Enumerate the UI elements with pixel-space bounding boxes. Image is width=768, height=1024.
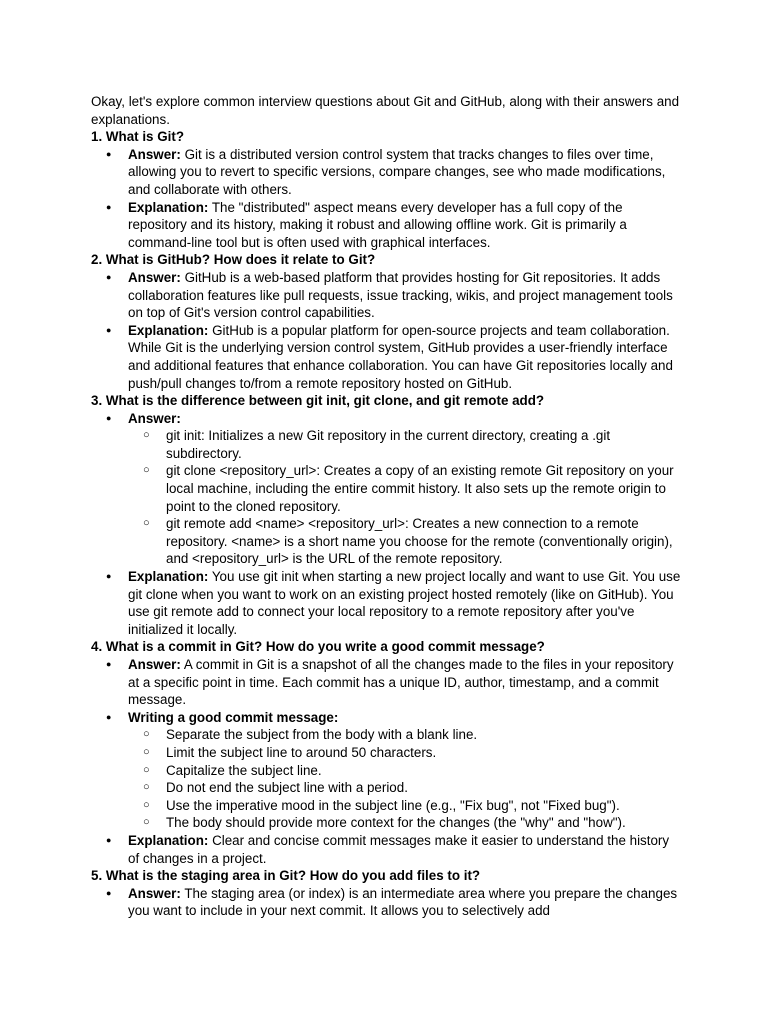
- answer-label: Answer:: [128, 269, 181, 285]
- list-item: ○ git init: Initializes a new Git repository in the current directory, creating a .git subdirectory.: [166, 427, 683, 462]
- question-5-list: [91, 885, 683, 920]
- question-3: [91, 392, 683, 638]
- question-3-sub-list: [128, 427, 683, 568]
- question-1: [91, 128, 683, 251]
- commit-tips-label: Writing a good commit message:: [128, 709, 339, 725]
- question-1-heading: 1. What is Git?: [91, 129, 184, 145]
- list-item: ○ Limit the subject line to around 50 characters.: [166, 744, 683, 762]
- explanation-text: You use git init when starting a new project locally and want to use Git. You use git clone when you want to work on an existing project hosted remotely (like on GitHub). You use git remote add to connect your local repository to a remote repository after you've initialized it locally.: [128, 569, 681, 637]
- question-4-heading: 4. What is a commit in Git? How do you write a good commit message?: [91, 639, 545, 655]
- answer-label: Answer:: [128, 885, 181, 901]
- question-5-answer: [128, 885, 683, 920]
- answer-text: GitHub is a web-based platform that provides hosting for Git repositories. It adds collaboration features like pull requests, issue tracking, wikis, and project management tools on top of Git's version control capabilities.: [128, 269, 673, 321]
- explanation-text: Clear and concise commit messages make it easier to understand the history of changes in a project.: [128, 832, 670, 866]
- question-1-answer: [128, 146, 683, 199]
- question-2-answer: [128, 269, 683, 322]
- question-2-explanation: [128, 322, 683, 392]
- answer-label: Answer:: [128, 410, 181, 426]
- list-item: ○ git clone <repository_url>: Creates a copy of an existing remote Git repository on your local machine, including the entire commit history. It also sets up the remote origin to point to the cloned repository.: [166, 462, 683, 515]
- answer-label: Answer:: [128, 146, 181, 162]
- question-4-answer: [128, 656, 683, 709]
- explanation-text: The "distributed" aspect means every developer has a full copy of the repository and its history, making it robust and allowing offline work. Git is primarily a command-line tool but is often used with graphical interfaces.: [128, 199, 627, 250]
- explanation-label: Explanation:: [128, 322, 209, 338]
- question-4: [91, 638, 683, 867]
- explanation-label: Explanation:: [128, 832, 209, 848]
- question-4-explanation: [128, 832, 683, 867]
- list-item: ○ Use the imperative mood in the subject line (e.g., "Fix bug", not "Fixed bug").: [166, 797, 683, 815]
- answer-text: The staging area (or index) is an intermediate area where you prepare the changes you want to include in your next commit. It allows you to selectively add: [128, 885, 678, 919]
- answer-text: A commit in Git is a snapshot of all the changes made to the files in your repository at a specific point in time. Each commit has a unique ID, author, timestamp, and a commit message.: [128, 657, 674, 708]
- list-item: ○ git remote add <name> <repository_url>: Creates a new connection to a remote repository. <name> is a short name you choose for the remote (conventionally origin), and <repository_url> is the URL of the remote repository.: [166, 515, 683, 568]
- question-2-list: [91, 269, 683, 392]
- question-2: [91, 251, 683, 392]
- explanation-label: Explanation:: [128, 199, 209, 215]
- question-3-answer: [128, 410, 683, 568]
- question-2-heading: 2. What is GitHub? How does it relate to Git?: [91, 252, 376, 268]
- question-1-list: [91, 146, 683, 252]
- question-4-list: [91, 656, 683, 867]
- answer-text: Git is a distributed version control system that tracks changes to files over time, allowing you to revert to specific versions, compare changes, see who made modifications, and collaborate with others.: [128, 146, 666, 197]
- question-5-heading: 5. What is the staging area in Git? How do you add files to it?: [91, 868, 481, 884]
- question-5: [91, 867, 683, 920]
- document-page: [91, 93, 683, 920]
- question-4-commit-tips: [128, 709, 683, 832]
- explanation-label: Explanation:: [128, 569, 209, 585]
- list-item: ○ Capitalize the subject line.: [166, 762, 683, 780]
- question-3-explanation: [128, 568, 683, 638]
- list-item: ○ The body should provide more context for the changes (the "why" and "how").: [166, 814, 683, 832]
- question-4-sub-list: [128, 726, 683, 832]
- explanation-text: GitHub is a popular platform for open-source projects and team collaboration. While Git is the underlying version control system, GitHub provides a user-friendly interface and additional features that enhance collaboration. You can have Git repositories locally and push/pull changes to/from a remote repository hosted on GitHub.: [128, 322, 673, 391]
- question-3-heading: 3. What is the difference between git init, git clone, and git remote add?: [91, 393, 545, 409]
- question-1-explanation: [128, 199, 683, 252]
- list-item: ○ Separate the subject from the body with a blank line.: [166, 726, 683, 744]
- answer-label: Answer:: [128, 657, 181, 672]
- question-3-list: [91, 410, 683, 639]
- intro-paragraph: Okay, let's explore common interview questions about Git and GitHub, along with their answers and explanations.: [91, 94, 680, 127]
- list-item: ○ Do not end the subject line with a period.: [166, 779, 683, 797]
